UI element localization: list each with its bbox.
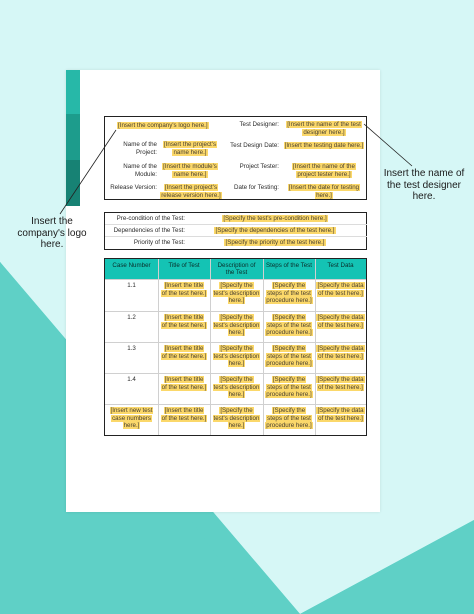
condition-label: Priority of the Test: [133,239,185,246]
design-date-label: Test Design Date: [230,142,279,149]
testing-date-value[interactable]: [Insert the date for testing here.] [288,184,360,199]
case-number-cell[interactable]: 1.1 [127,282,136,289]
design-date-value[interactable]: [Insert the testing date here.] [284,142,364,149]
project-name-label: Name of the Project: [123,141,157,156]
test-title-cell[interactable]: [Insert the title of the test here.] [161,345,207,360]
test-description-cell[interactable]: [Specify the test's description here.] [213,282,260,304]
header-steps: Steps of the Test [263,259,315,279]
logo-annotation: Insert the company's logo here. [17,216,87,250]
header-case-number: Case Number [105,259,158,279]
release-version-value[interactable]: [Insert the project's release version here.] [161,184,221,199]
condition-label: Dependencies of the Test: [113,227,185,234]
test-title-cell[interactable]: [Insert the title of the test here.] [161,407,207,422]
test-data-cell[interactable]: [Specify the data of the test here.] [317,376,364,391]
test-description-cell[interactable]: [Specify the test's description here.] [213,407,260,429]
release-version-label: Release Version: [110,184,157,191]
test-description-cell[interactable]: [Specify the test's description here.] [213,345,260,367]
test-title-cell[interactable]: [Insert the title of the test here.] [161,314,207,329]
test-data-cell[interactable]: [Specify the data of the test here.] [317,345,364,360]
logo-placeholder[interactable]: [Insert the company's logo here.] [118,122,208,129]
condition-label: Pre-condition of the Test: [116,215,185,222]
test-steps-cell[interactable]: [Specify the steps of the test procedure here.] [266,376,312,398]
tester-label: Project Tester: [239,163,279,170]
test-steps-cell[interactable]: [Specify the steps of the test procedure here.] [266,345,312,367]
designer-value[interactable]: [Insert the name of the test designer here.] [287,121,361,136]
test-data-cell[interactable]: [Specify the data of the test here.] [317,282,364,297]
test-title-cell[interactable]: [Insert the title of the test here.] [161,282,207,297]
project-name-value[interactable]: [Insert the project's name here.] [163,141,217,156]
case-number-cell[interactable]: [Insert new test case numbers here.] [110,407,153,429]
testing-date-label: Date for Testing: [234,184,279,191]
test-data-cell[interactable]: [Specify the data of the test here.] [317,314,364,329]
tester-value[interactable]: [Insert the name of the project tester here.] [293,163,355,178]
designer-annotation: Insert the name of the test designer here. [383,168,465,202]
condition-value[interactable]: [Specify the test's pre-condition here.] [223,215,327,222]
test-description-cell[interactable]: [Specify the test's description here.] [213,314,260,336]
condition-value[interactable]: [Specify the dependencies of the test here.] [215,227,335,234]
case-number-cell[interactable]: 1.3 [127,345,136,352]
test-data-cell[interactable]: [Specify the data of the test here.] [317,407,364,422]
case-number-cell[interactable]: 1.4 [127,376,136,383]
case-number-cell[interactable]: 1.2 [127,314,136,321]
test-title-cell[interactable]: [Insert the title of the test here.] [161,376,207,391]
test-steps-cell[interactable]: [Specify the steps of the test procedure here.] [266,282,312,304]
test-steps-cell[interactable]: [Specify the steps of the test procedure here.] [266,314,312,336]
header-test-data: Test Data [315,259,366,279]
header-description: Description of the Test [210,259,263,279]
header-title-of-test: Title of Test [158,259,210,279]
designer-label: Test Designer: [239,121,279,128]
test-description-cell[interactable]: [Specify the test's description here.] [213,376,260,398]
module-name-value[interactable]: [Insert the module's name here.] [163,163,217,178]
condition-value[interactable]: [Specify the priority of the test here.] [225,239,325,246]
module-name-label: Name of the Module: [123,163,157,178]
test-steps-cell[interactable]: [Specify the steps of the test procedure here.] [266,407,312,429]
